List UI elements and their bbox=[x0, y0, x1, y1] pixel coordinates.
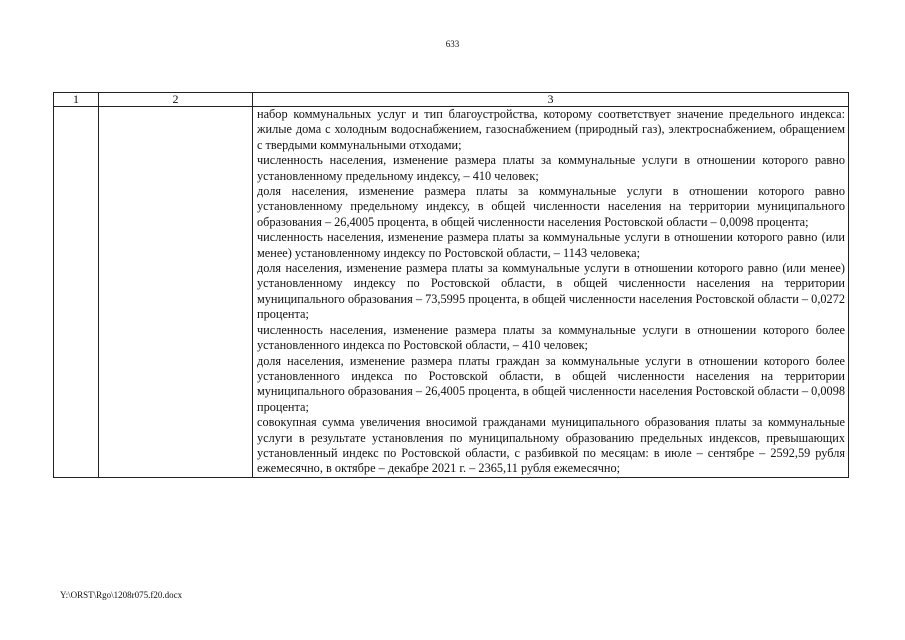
table-row bbox=[54, 107, 849, 478]
column-header-3: 3 bbox=[253, 93, 849, 107]
cell-col-3 bbox=[253, 107, 849, 478]
paragraph-population-equal-or-less-regional: численность населения, изменение размера платы за коммунальные услуги в отношении которого равно (или менее) установленному индексу по Ростовской области, – 1143 человека; bbox=[257, 230, 845, 260]
cell-col-2 bbox=[99, 107, 253, 478]
paragraph-population-equal-index: численность населения, изменение размера платы за коммунальные услуги в отношении которого равно установленному предельному индексу, – 410 человек; bbox=[257, 153, 845, 183]
paragraph-total-increase: совокупная сумма увеличения вносимой гражданами муниципального образования платы за коммунальные услуги в результате установления по муниципальному образованию предельных индексов, превышающих установленный индекс по Ростовской области, с разбивкой по месяцам: в июле – сентябре – 2592,59 рубля ежемесячно, в октябре – декабре 2021 г. – 2365,11 рубля ежемесячно; bbox=[257, 415, 845, 476]
paragraph-utility-set: набор коммунальных услуг и тип благоустройства, которому соответствует значение предельного индекса: жилые дома с холодным водоснабжением, газоснабжением (природный газ), электроснабжением, обращением с твердыми коммунальными отходами; bbox=[257, 107, 845, 152]
paragraph-share-equal-or-less-regional: доля населения, изменение размера платы за коммунальные услуги в отношении которого равно (или менее) установленному индексу по Ростовской области, в общей численности населения на территории муниципального образования – 73,5995 процента, в общей численности населения Ростовской области – 0,0272 процента; bbox=[257, 261, 845, 322]
paragraph-share-equal-index: доля населения, изменение размера платы за коммунальные услуги в отношении которого равно установленному предельному индексу, в общей численности населения на территории муниципального образования – 26,4005 процента, в общей численности населения Ростовской области – 0,0098 процента; bbox=[257, 184, 845, 229]
footer-file-path: Y:\ORST\Rgo\1208r075.f20.docx bbox=[60, 590, 183, 600]
paragraph-share-above-regional: доля населения, изменение размера платы граждан за коммунальные услуги в отношении которого более установленного индекса по Ростовской области, в общей численности населения на территории муниципального образования – 26,4005 процента, в общей численности населения Ростовской области – 0,0098 процента; bbox=[257, 353, 845, 414]
page-number: 633 bbox=[445, 39, 460, 49]
column-header-1: 1 bbox=[54, 93, 99, 107]
column-header-2: 2 bbox=[99, 93, 253, 107]
cell-col-1 bbox=[54, 107, 99, 478]
table-header-row bbox=[54, 93, 849, 107]
paragraph-population-above-regional: численность населения, изменение размера платы за коммунальные услуги в отношении которого более установленного индекса по Ростовской области, – 410 человек; bbox=[257, 322, 845, 353]
content-table bbox=[53, 92, 849, 478]
